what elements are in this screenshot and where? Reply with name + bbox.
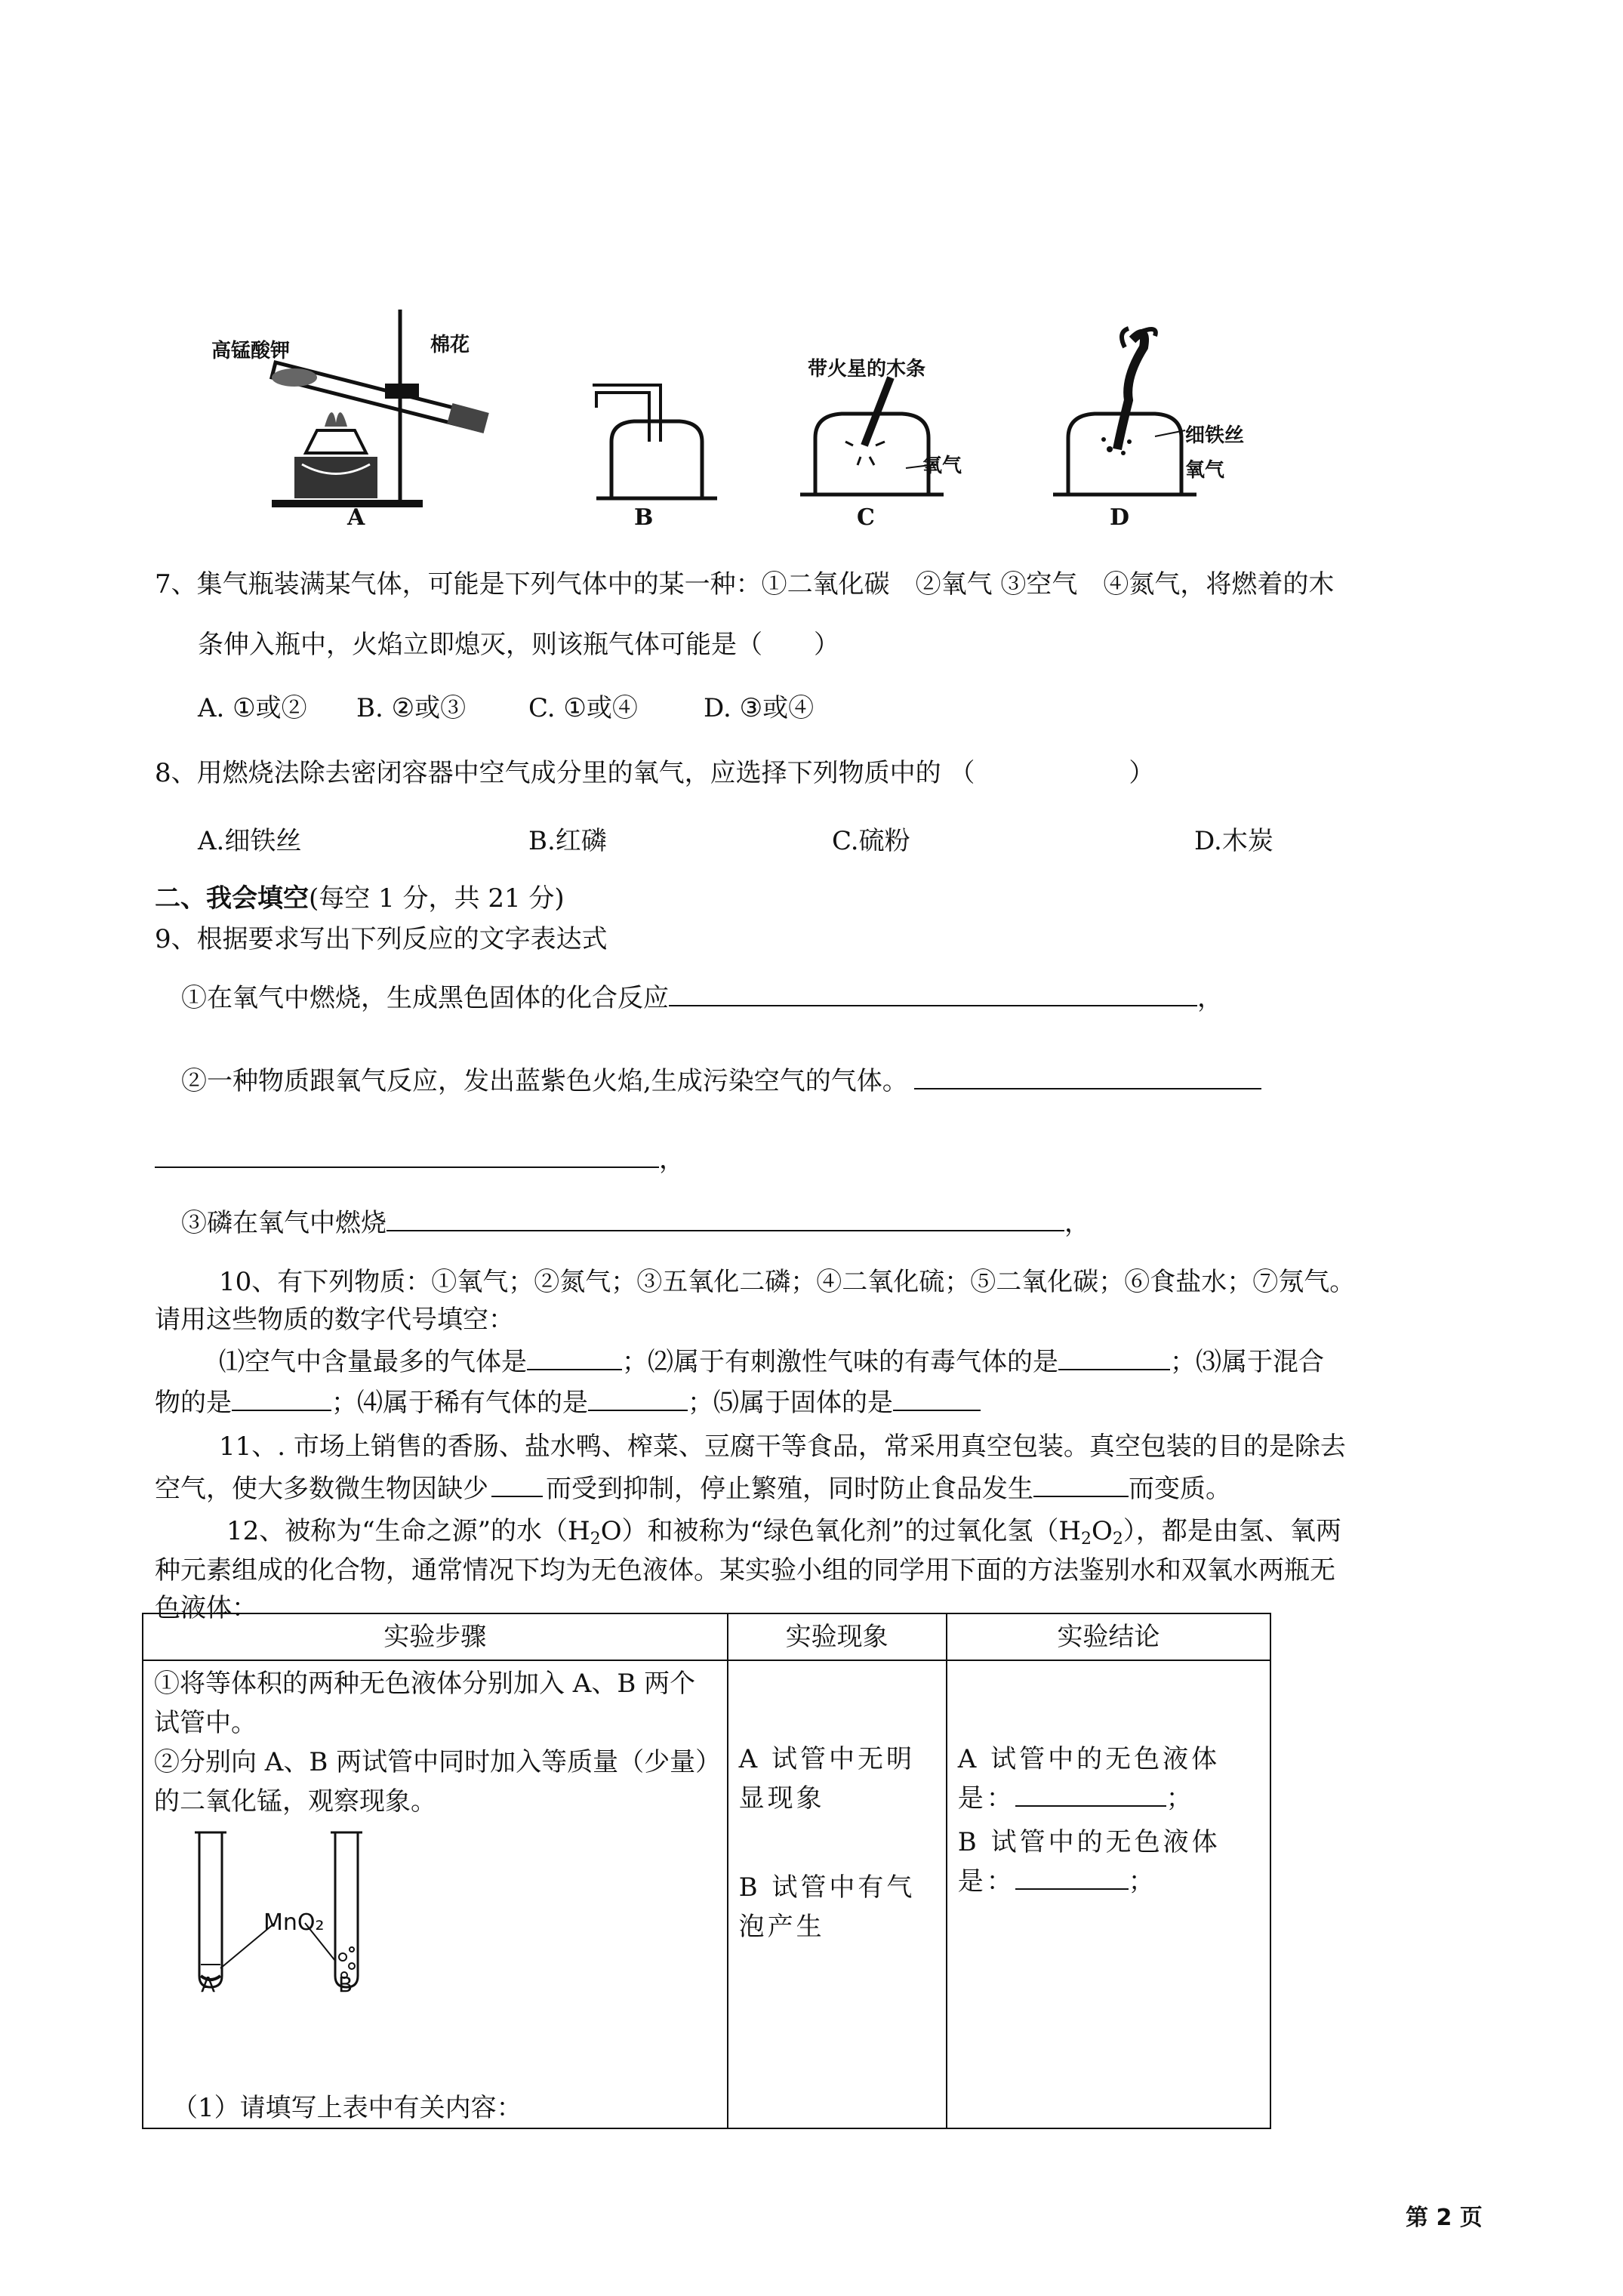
q9-item3-text: ③磷在氧气中燃烧 (181, 1208, 387, 1238)
cell-observation (728, 1660, 947, 2128)
q11-blank-2[interactable] (1033, 1473, 1129, 1497)
splint-label: 带火星的木条 (808, 358, 926, 381)
q11-line1: 11、. 市场上销售的香肠、盐水鸭、榨菜、豆腐干等食品，常采用真空包装。真空包装的目的是除去 (219, 1432, 1346, 1462)
q11-c: 而受到抑制，停止繁殖，同时防止食品发生 (546, 1474, 1033, 1504)
gas-bottle-b-drawing (581, 378, 732, 506)
q10-p6: ；⑸属于固体的是 (688, 1388, 893, 1418)
figure-d (1034, 317, 1261, 536)
q9-item2-cont (155, 1143, 685, 1176)
obs-a: A 试管中无明显现象 (738, 1744, 915, 1814)
q9-stem: 9、根据要求写出下列反应的文字表达式 (155, 924, 608, 954)
q9-item1 (181, 982, 1223, 1015)
q12-part1: （1）请填写上表中有关内容： (172, 2093, 522, 2123)
q7-option-d: D. ③或④ (704, 693, 815, 723)
table-body-row (143, 1660, 1270, 2128)
q9-item1-text: ①在氧气中燃烧，生成黑色固体的化合反应 (181, 983, 669, 1013)
q7-option-c: C. ①或④ (528, 693, 638, 723)
con-b-semi: ； (1128, 1866, 1154, 1897)
q12-sub1: 2 (590, 1530, 601, 1549)
q11-blank-1[interactable] (491, 1473, 543, 1497)
experiment-table (142, 1613, 1271, 2129)
q9-item3-comma: ， (1064, 1208, 1090, 1238)
q12-sub3: 2 (1112, 1530, 1123, 1549)
q12-sub2: 2 (1080, 1530, 1092, 1549)
q10-line2: 请用这些物质的数字代号填空： (155, 1305, 514, 1335)
gas-bottle-d-drawing (1034, 317, 1261, 506)
q10-p4: 物的是 (155, 1388, 232, 1418)
q9-item2-text: ②一种物质跟氧气反应，发出蓝紫色火焰,生成污染空气的气体。 (181, 1066, 908, 1096)
gas-bottle-c-drawing (785, 317, 1012, 506)
q7-option-b: B. ②或③ (356, 693, 467, 723)
q10-p3: ；⑶属于混合 (1170, 1347, 1324, 1377)
q7-stem-line1: 7、集气瓶装满某气体，可能是下列气体中的某一种：①二氧化碳 ②氧气 ③空气 ④氮气，将燃着的木 (155, 569, 1335, 599)
header-conclusion: 实验结论 (947, 1613, 1270, 1660)
page-number: 第 2 页 (1406, 2205, 1483, 2231)
q10-p2: ；⑵属于有刺激性气味的有毒气体的是 (622, 1347, 1058, 1377)
q9-item1-blank[interactable] (669, 982, 1197, 1006)
q11-line2 (155, 1472, 1231, 1505)
section2-note: (每空 1 分，共 21 分) (309, 883, 565, 914)
q12-c: O (1091, 1516, 1113, 1546)
q12-line1 (226, 1515, 1341, 1556)
q12-line2: 种元素组成的化合物，通常情况下均为无色液体。某实验小组的同学用下面的方法鉴别水和双氧水两瓶无 (155, 1555, 1335, 1586)
q10-blank-1[interactable] (527, 1346, 622, 1370)
step-2: ②分别向 A、B 两试管中同时加入等质量（少量）的二氧化锰，观察现象。 (154, 1747, 709, 1817)
q12-a: 12、被称为“生命之源”的水（H (226, 1516, 590, 1546)
q9-item2-blank-b[interactable] (155, 1144, 659, 1168)
con-a-semi: ； (1166, 1783, 1192, 1814)
oxygen-c-label: 氧气 (922, 455, 962, 477)
q8-option-b: B.红磷 (528, 826, 607, 856)
con-b (958, 1823, 1259, 1901)
q10-blank-5[interactable] (893, 1387, 981, 1411)
oxygen-d-label: 氧气 (1185, 459, 1225, 482)
q7-option-a: A. ①或② (198, 693, 307, 723)
figure-c (785, 317, 1012, 536)
step-1: ①将等体积的两种无色液体分别加入 A、B 两个试管中。 (154, 1669, 696, 1738)
kmno4-label: 高锰酸钾 (211, 340, 291, 362)
figure-a-label: A (347, 504, 365, 531)
con-a (958, 1740, 1259, 1818)
q10-line4 (155, 1386, 981, 1419)
header-observation: 实验现象 (728, 1613, 947, 1660)
section2-heading (155, 882, 565, 915)
q8-option-d: D.木炭 (1194, 826, 1273, 856)
figure-b (581, 378, 732, 536)
q8-option-a: A.细铁丝 (198, 826, 302, 856)
q12-d: ），都是由氢、氧两 (1123, 1516, 1341, 1546)
header-steps: 实验步骤 (143, 1613, 728, 1660)
con-b-blank[interactable] (1015, 1866, 1129, 1890)
q9-item2-blank-a[interactable] (914, 1065, 1261, 1089)
q10-p5: ；⑷属于稀有气体的是 (331, 1388, 588, 1418)
wire-label: 细铁丝 (1185, 424, 1245, 447)
test-tubes-figure (154, 1821, 716, 1995)
q11-b: 空气，使大多数微生物因缺少 (155, 1474, 488, 1504)
obs-b: B 试管中有气泡产生 (738, 1872, 916, 1942)
q10-line3 (219, 1345, 1324, 1379)
con-b-text: B 试管中的无色液体是： (957, 1827, 1221, 1897)
figure-d-label: D (1110, 504, 1130, 531)
cell-conclusion (947, 1660, 1270, 2128)
q11-d: 而变质。 (1129, 1474, 1231, 1504)
q9-item2-comma: ， (659, 1145, 685, 1175)
q9-item3 (181, 1207, 1090, 1240)
q9-item3-blank[interactable] (387, 1207, 1064, 1231)
q10-blank-3[interactable] (232, 1387, 331, 1411)
q10-blank-2[interactable] (1058, 1346, 1170, 1370)
figure-a (204, 302, 528, 536)
q10-line1: 10、有下列物质：①氧气；②氮气；③五氧化二磷；④二氧化硫；⑤二氧化碳；⑥食盐水；⑦氖气。 (219, 1267, 1356, 1297)
q9-item2 (181, 1065, 1261, 1098)
q8-option-c: C.硫粉 (832, 826, 910, 856)
q12-line3: 色液体： (155, 1593, 257, 1623)
tube-b-label: B (338, 1972, 353, 1997)
q10-blank-4[interactable] (588, 1387, 688, 1411)
tube-a-label: A (201, 1972, 216, 1997)
q12-b: O）和被称为“绿色氧化剂”的过氧化氢（H (600, 1516, 1081, 1546)
table-header-row (143, 1613, 1270, 1660)
q9-item1-comma: ， (1197, 983, 1223, 1013)
figure-b-label: B (634, 504, 654, 531)
con-a-text: A 试管中的无色液体是： (957, 1744, 1221, 1814)
q10-p1: ⑴空气中含量最多的气体是 (219, 1347, 527, 1377)
q7-stem-line2: 条伸入瓶中，火焰立即熄灭，则该瓶气体可能是（ ） (198, 630, 839, 660)
cotton-label: 棉花 (430, 334, 470, 356)
mno2-label: MnO₂ (263, 1909, 325, 1936)
con-a-blank[interactable] (1015, 1783, 1166, 1807)
section2-title: 二、我会填空 (155, 883, 309, 914)
cell-steps (143, 1660, 728, 2128)
figure-c-label: C (857, 504, 875, 531)
q8-stem: 8、用燃烧法除去密闭容器中空气成分里的氧气，应选择下列物质中的 （ ） (155, 758, 1155, 788)
